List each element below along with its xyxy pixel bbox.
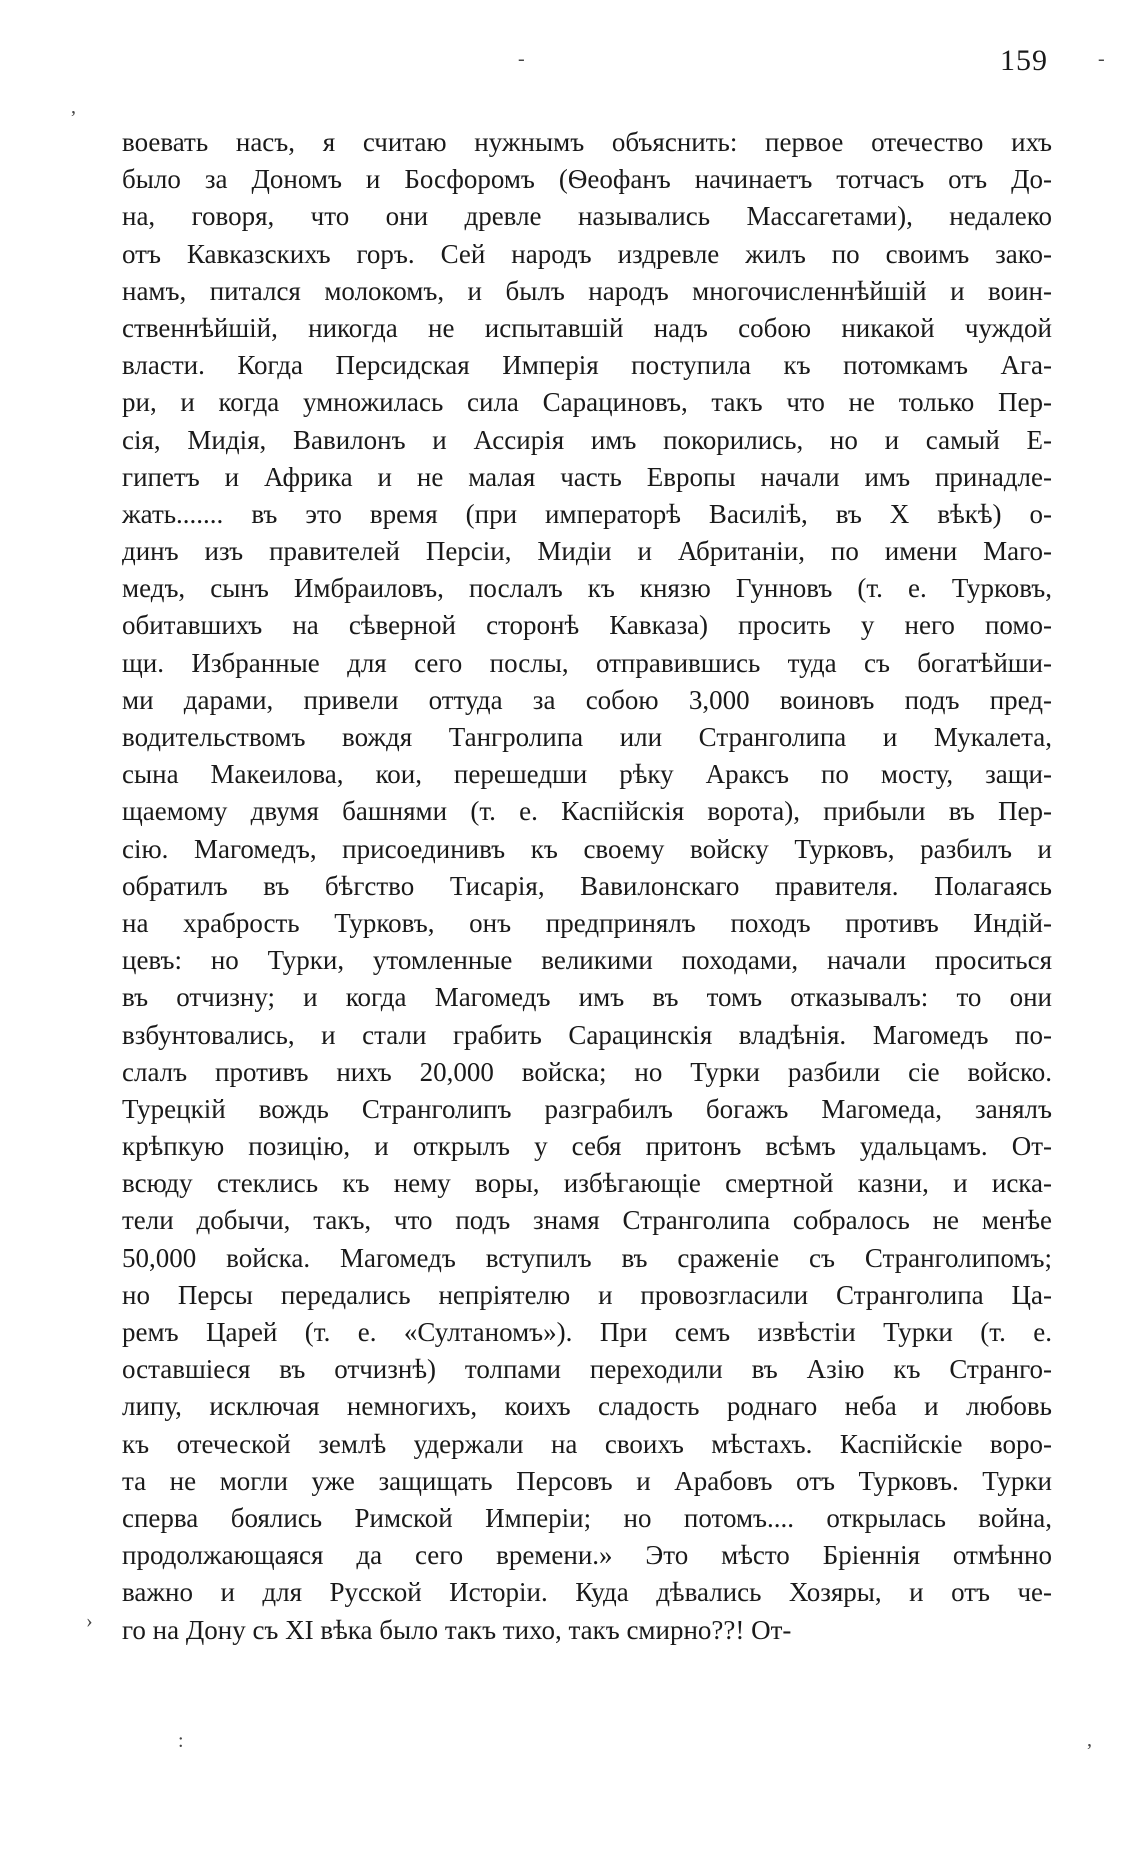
text-line: крѣпкую позицію, и открылъ у себя притонъ всѣмъ удальцамъ. От-	[122, 1131, 1052, 1162]
margin-mark: ›	[86, 1610, 93, 1632]
text-line: гипетъ и Африка и не малая часть Европы начали имъ принадле-	[122, 461, 1052, 492]
text-line: власти. Когда Персидская Имперія поступила къ потомкамъ Ага-	[122, 350, 1052, 381]
text-line: взбунтовались, и стали грабить Сарацинскія владѣнія. Магомедъ по-	[122, 1019, 1052, 1050]
text-line: сына Макеилова, кои, перешедши рѣку Араксъ по мосту, защи-	[122, 759, 1052, 790]
margin-mark: -	[518, 48, 525, 70]
text-line: ственнѣйшій, никогда не испытавшій надъ собою никакой чуждой	[122, 312, 1052, 343]
text-line: жать....... въ это время (при императорѣ Василіѣ, въ X вѣкѣ) о-	[122, 498, 1052, 529]
text-line: динъ изъ правителей Персіи, Мидіи и Абританіи, по имени Маго-	[122, 536, 1052, 567]
text-line: ремъ Царей (т. е. «Султаномъ»). При семъ извѣстіи Турки (т. е.	[122, 1317, 1052, 1347]
text-line: слалъ противъ нихъ 20,000 войска; но Турки разбили сіе войско.	[122, 1056, 1052, 1087]
margin-mark: ’	[1086, 1740, 1093, 1762]
text-line: на, говоря, что они древле назывались Массагетами), недалеко	[122, 201, 1052, 232]
text-line: го на Дону съ XI вѣка было такъ тихо, такъ смирно??! От-	[122, 1614, 792, 1645]
text-line: ми дарами, привели оттуда за собою 3,000 воиновъ подъ пред-	[122, 684, 1052, 715]
text-line: отъ Кавказскихъ горъ. Сей народъ издревле жилъ по своимъ зако-	[122, 238, 1052, 269]
text-line: 50,000 войска. Магомедъ вступилъ въ сраженіе съ Странголипомъ;	[122, 1242, 1052, 1273]
margin-mark: ‚	[70, 96, 77, 118]
text-line: оставшіеся въ отчизнѣ) толпами переходили въ Азію къ Странго-	[122, 1354, 1052, 1385]
text-line: было за Дономъ и Босфоромъ (Ѳеофанъ начинаетъ тотчасъ отъ До-	[122, 164, 1052, 195]
text-line: обратилъ въ бѣгство Тисарія, Вавилонскаго правителя. Полагаясь	[122, 870, 1052, 901]
text-line: обитавшихъ на сѣверной сторонѣ Кавказа) просить у него помо-	[122, 610, 1052, 641]
text-line: всюду стеклись къ нему воры, избѣгающіе смертной казни, и иска-	[122, 1168, 1052, 1199]
text-line: щи. Избранные для сего послы, отправившись туда съ богатѣйши-	[122, 647, 1052, 678]
text-line: къ отеческой землѣ удержали на своихъ мѣстахъ. Каспійскіе воро-	[122, 1428, 1052, 1459]
body-text	[122, 124, 1052, 1649]
margin-mark: -	[1098, 48, 1105, 70]
text-line: ри, и когда умножилась сила Сарациновъ, такъ что не только Пер-	[122, 387, 1052, 418]
margin-mark: :	[178, 1730, 184, 1752]
text-line: медъ, сынъ Имбраиловъ, послалъ къ князю Гунновъ (т. е. Турковъ,	[122, 573, 1052, 604]
page-number: 159	[1000, 44, 1048, 77]
text-line: важно и для Русской Исторіи. Куда дѣвались Хозяры, и отъ че-	[122, 1577, 1052, 1608]
text-line: щаемому двумя башнями (т. е. Каспійскія ворота), прибыли въ Пер-	[122, 796, 1052, 827]
text-line: сію. Магомедъ, присоединивъ къ своему войску Турковъ, разбилъ и	[122, 833, 1052, 864]
text-line: тели добычи, такъ, что подъ знамя Странголипа собралось не менѣе	[122, 1205, 1052, 1236]
text-line: та не могли уже защищать Персовъ и Арабовъ отъ Турковъ. Турки	[122, 1465, 1052, 1496]
text-line: Турецкій вождь Странголипъ разграбилъ богажъ Магомеда, занялъ	[122, 1093, 1052, 1124]
text-line: цевъ: но Турки, утомленные великими походами, начали проситься	[122, 945, 1052, 976]
text-line: продолжающаяся да сего времени.» Это мѣсто Бріеннія отмѣнно	[122, 1540, 1052, 1571]
text-line: липу, исключая немногихъ, коихъ сладость роднаго неба и любовь	[122, 1391, 1052, 1422]
text-line: намъ, питался молокомъ, и былъ народъ многочисленнѣйшій и воин-	[122, 275, 1052, 306]
text-line: на храбрость Турковъ, онъ предпринялъ походъ противъ Индій-	[122, 907, 1052, 938]
text-line: воевать насъ, я считаю нужнымъ объяснить: первое отечество ихъ	[122, 127, 1052, 157]
text-line: водительствомъ вождя Тангролипа или Странголипа и Мукалета,	[122, 722, 1052, 752]
text-line: сперва боялись Римской Имперіи; но потомъ.... открылась война,	[122, 1502, 1052, 1533]
text-line: въ отчизну; и когда Магомедъ имъ въ томъ отказывалъ: то они	[122, 982, 1052, 1013]
text-line: но Персы передались непріятелю и провозгласили Странголипа Ца-	[122, 1279, 1052, 1310]
text-line: сія, Мидія, Вавилонъ и Ассирія имъ покорились, но и самый Е-	[122, 424, 1052, 455]
